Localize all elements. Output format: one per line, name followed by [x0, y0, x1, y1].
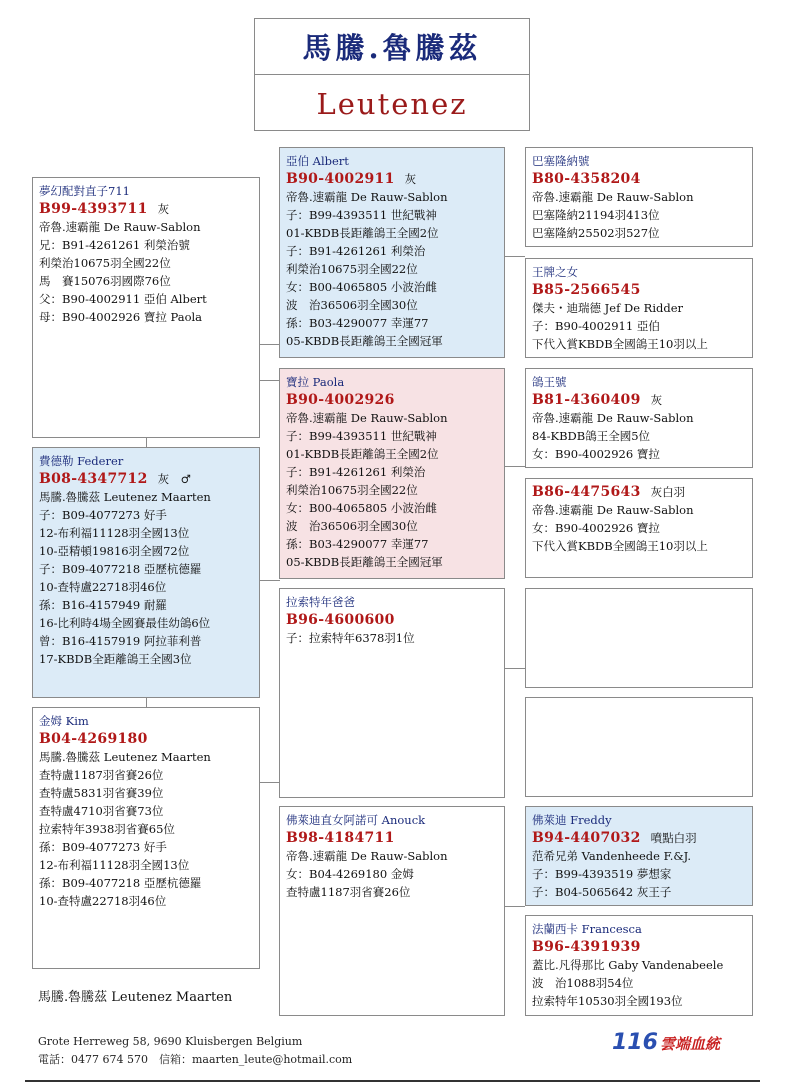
info-line: 子：B99-4393511 世紀戰神 — [286, 208, 437, 222]
info-line: 女：B00-4065805 小波治雌 — [286, 501, 437, 515]
pigeon-name: 拉索特年爸爸 — [286, 595, 355, 609]
ring-number: B96-4600600 — [286, 612, 395, 628]
great-grandparent-card — [525, 258, 753, 358]
great-grandparent-card — [525, 806, 753, 906]
info-line: 01-KBDB長距離鴿王全國2位 — [286, 447, 439, 461]
info-line: 帝魯.速霸龍 De Rauw-Sablon — [286, 849, 448, 863]
info-line: 子：B99-4393519 夢想家 — [532, 867, 672, 881]
pigeon-color: 灰 — [650, 393, 663, 407]
great-grandparent-card — [525, 478, 753, 578]
pigeon-name: 費德勒 Federer — [39, 454, 124, 468]
info-line: 子：B91-4261261 利榮治 — [286, 244, 426, 258]
pigeon-name: 鴿王號 — [532, 375, 567, 389]
info-line: 馬騰.魯騰茲 Leutenez Maarten — [39, 490, 211, 504]
grandsire-maternal-card — [279, 588, 505, 798]
title-english: Leutenez — [316, 87, 468, 121]
info-line: 兄：B91-4261261 利榮治號 — [39, 238, 190, 252]
footer-address: Grote Herreweg 58, 9690 Kluisbergen Belgium — [38, 1035, 303, 1048]
pigeon-color: 噴點白羽 — [650, 831, 697, 845]
grandsire-paternal-card — [279, 147, 505, 358]
ring-number: B85-2566545 — [532, 282, 641, 298]
pigeon-name: 佛萊迪 Freddy — [532, 813, 612, 827]
info-line: 女：B90-4002926 寶拉 — [532, 447, 660, 461]
info-line: 帝魯.速霸龍 De Rauw-Sablon — [532, 411, 694, 425]
info-line: 84-KBDB鴿王全國5位 — [532, 429, 651, 443]
info-line: 帝魯.速霸龍 De Rauw-Sablon — [286, 411, 448, 425]
pigeon-color: 灰 — [157, 202, 170, 216]
info-line: 馬騰.魯騰茲 Leutenez Maarten — [39, 750, 211, 764]
info-line: 拉索特年3938羽省賽65位 — [39, 822, 175, 836]
ring-number: B90-4002926 — [286, 392, 395, 408]
ring-number: B04-4269180 — [39, 731, 148, 747]
pigeon-name: 王牌之女 — [532, 265, 578, 279]
info-line: 拉索特年10530羽全國193位 — [532, 994, 683, 1008]
subject-card — [32, 177, 260, 438]
info-line: 利榮治10675羽全國22位 — [39, 256, 171, 270]
logo-text: 雲端血統 — [659, 1035, 720, 1053]
ring-number: B94-4407032 — [532, 830, 641, 846]
info-line: 孫：B09-4077218 亞歷杭德羅 — [39, 876, 202, 890]
info-line: 范希兄弟 Vandenheede F.&J. — [532, 849, 692, 863]
connector-line — [504, 256, 525, 257]
info-line: 01-KBDB長距離鴿王全國2位 — [286, 226, 439, 240]
info-line: 查特盧4710羽省賽73位 — [39, 804, 164, 818]
info-line: 巴塞隆納25502羽527位 — [532, 226, 660, 240]
info-line: 12-布利福11128羽全國13位 — [39, 526, 190, 540]
info-line: 子：B90-4002911 亞伯 — [532, 319, 660, 333]
connector-line — [146, 437, 147, 447]
ring-number: B99-4393711 — [39, 201, 148, 217]
info-line: 10-亞精頓19816羽全國72位 — [39, 544, 190, 558]
info-line: 女：B90-4002926 寶拉 — [532, 521, 660, 535]
pigeon-name: 夢幻配對直子711 — [39, 184, 130, 198]
info-line: 帝魯.速霸龍 De Rauw-Sablon — [532, 503, 694, 517]
info-line: 孫：B03-4290077 幸運77 — [286, 537, 429, 551]
info-line: 10-查特盧22718羽46位 — [39, 580, 167, 594]
pigeon-name: 巴塞隆納號 — [532, 154, 590, 168]
great-grandparent-card-empty — [525, 588, 753, 688]
info-line: 查特盧1187羽省賽26位 — [39, 768, 164, 782]
info-line: 父：B90-4002911 亞伯 Albert — [39, 292, 207, 306]
granddam-maternal-card — [279, 806, 505, 1016]
dam-card — [32, 707, 260, 969]
ring-number: B08-4347712 — [39, 471, 148, 487]
pigeon-name: 寶拉 Paola — [286, 375, 345, 389]
footer-phone-email: 電話：0477 674 570 信箱：maarten_leute@hotmail.com — [38, 1053, 353, 1066]
connector-line — [259, 580, 280, 581]
pigeon-color: 灰 ♂ — [157, 472, 191, 486]
info-line: 05-KBDB長距離鴿王全國冠軍 — [286, 334, 443, 348]
great-grandparent-card-empty — [525, 697, 753, 797]
connector-line — [146, 697, 147, 707]
info-line: 波 治36506羽全國30位 — [286, 519, 418, 533]
ring-number: B98-4184711 — [286, 830, 395, 846]
connector-line — [259, 380, 280, 381]
info-line: 17-KBDB全距離鴿王全國3位 — [39, 652, 192, 666]
pigeon-color: 灰 — [404, 172, 417, 186]
info-line: 帝魯.速霸龍 De Rauw-Sablon — [286, 190, 448, 204]
info-line: 子：B09-4077273 好手 — [39, 508, 167, 522]
pedigree-title — [254, 18, 530, 131]
pigeon-name: 佛萊迪直女阿諾可 Anouck — [286, 813, 426, 827]
info-line: 子：B99-4393511 世紀戰神 — [286, 429, 437, 443]
info-line: 查特盧5831羽省賽39位 — [39, 786, 164, 800]
info-line: 馬 賽15076羽國際76位 — [39, 274, 171, 288]
brand-logo — [612, 1030, 720, 1055]
pigeon-name: 亞伯 Albert — [286, 154, 349, 168]
footer-divider — [25, 1080, 760, 1082]
info-line: 孫：B09-4077273 好手 — [39, 840, 167, 854]
pigeon-name: 金姆 Kim — [39, 714, 89, 728]
info-line: 傑夫・迪瑞德 Jef De Ridder — [532, 301, 684, 315]
info-line: 10-查特盧22718羽46位 — [39, 894, 167, 908]
info-line: 利榮治10675羽全國22位 — [286, 483, 418, 497]
info-line: 下代入賞KBDB全國鴿王10羽以上 — [532, 337, 708, 351]
connector-line — [504, 668, 525, 669]
info-line: 波 治36506羽全國30位 — [286, 298, 418, 312]
info-line: 孫：B03-4290077 幸運77 — [286, 316, 429, 330]
footer-contact — [38, 1033, 352, 1069]
info-line: 下代入賞KBDB全國鴿王10羽以上 — [532, 539, 708, 553]
ring-number: B86-4475643 — [532, 484, 641, 500]
logo-number: 116 — [612, 1030, 658, 1055]
granddam-paternal-card — [279, 368, 505, 579]
info-line: 帝魯.速霸龍 De Rauw-Sablon — [532, 190, 694, 204]
info-line: 利榮治10675羽全國22位 — [286, 262, 418, 276]
sire-card — [32, 447, 260, 698]
owner-name: 馬騰.魯騰茲 Leutenez Maarten — [38, 990, 233, 1005]
info-line: 孫：B16-4157949 耐羅 — [39, 598, 167, 612]
info-line: 蓋比.凡得那比 Gaby Vandenabeele — [532, 958, 724, 972]
info-line: 波 治1088羽54位 — [532, 976, 634, 990]
great-grandparent-card — [525, 915, 753, 1016]
info-line: 子：B91-4261261 利榮治 — [286, 465, 426, 479]
info-line: 查特盧1187羽省賽26位 — [286, 885, 411, 899]
ring-number: B96-4391939 — [532, 939, 641, 955]
connector-line — [504, 466, 525, 467]
info-line: 母：B90-4002926 寶拉 Paola — [39, 310, 203, 324]
info-line: 巴塞隆納21194羽413位 — [532, 208, 660, 222]
great-grandparent-card — [525, 147, 753, 247]
info-line: 16-比利時4場全國賽最佳幼鴿6位 — [39, 616, 211, 630]
connector-line — [259, 344, 280, 345]
info-line: 子：拉索特年6378羽1位 — [286, 631, 415, 645]
great-grandparent-card — [525, 368, 753, 468]
info-line: 帝魯.速霸龍 De Rauw-Sablon — [39, 220, 201, 234]
pigeon-name: 法蘭西卡 Francesca — [532, 922, 642, 936]
title-chinese: 馬騰.魯騰茲 — [255, 19, 529, 75]
ring-number: B80-4358204 — [532, 171, 641, 187]
info-line: 子：B09-4077218 亞歷杭德羅 — [39, 562, 202, 576]
ring-number: B81-4360409 — [532, 392, 641, 408]
pigeon-color: 灰白羽 — [650, 485, 686, 499]
info-line: 女：B04-4269180 金姆 — [286, 867, 414, 881]
info-line: 12-布利福11128羽全國13位 — [39, 858, 190, 872]
info-line: 曾：B16-4157919 阿拉菲利普 — [39, 634, 202, 648]
connector-line — [259, 782, 280, 783]
connector-line — [504, 906, 525, 907]
ring-number: B90-4002911 — [286, 171, 395, 187]
info-line: 子：B04-5065642 灰王子 — [532, 885, 672, 899]
info-line: 女：B00-4065805 小波治雌 — [286, 280, 437, 294]
info-line: 05-KBDB長距離鴿王全國冠軍 — [286, 555, 443, 569]
